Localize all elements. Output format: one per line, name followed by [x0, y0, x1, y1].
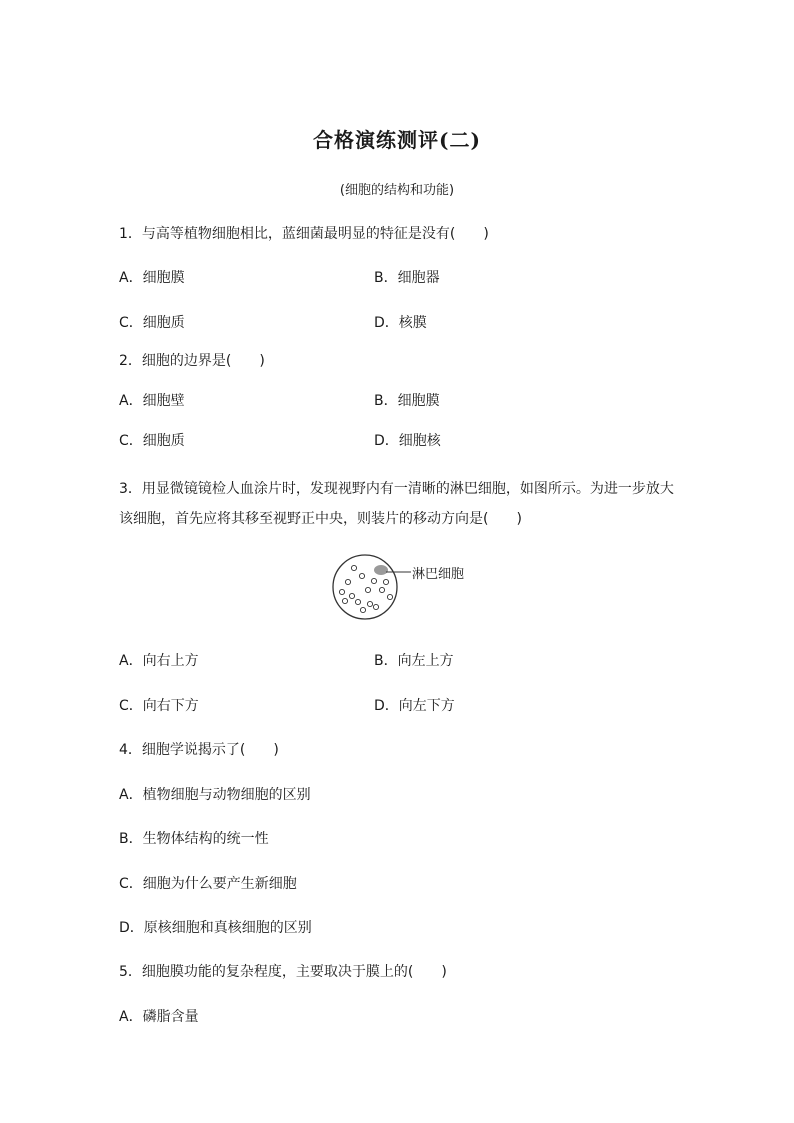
question-1-option-a: A．细胞膜 [119, 270, 185, 286]
question-1-option-d: D．核膜 [374, 315, 427, 331]
question-5-option-a: A．磷脂含量 [119, 1009, 199, 1025]
question-2-option-a: A．细胞壁 [119, 393, 185, 409]
question-3-option-d: D．向左下方 [374, 698, 455, 714]
question-2-option-c: C．细胞质 [119, 433, 185, 449]
page-title: 合格演练测评(二) [313, 128, 481, 152]
question-4-option-c: C．细胞为什么要产生新细胞 [119, 876, 297, 892]
question-1-stem: 1．与高等植物细胞相比，蓝细菌最明显的特征是没有( ) [119, 226, 489, 242]
question-3-option-c: C．向右下方 [119, 698, 199, 714]
question-2-option-b: B．细胞膜 [374, 393, 440, 409]
question-3-option-b: B．向左上方 [374, 653, 454, 669]
page-subtitle: (细胞的结构和功能) [339, 183, 455, 198]
lymphocyte-cell [374, 565, 388, 575]
question-1-option-c: C．细胞质 [119, 315, 185, 331]
question-2-stem: 2．细胞的边界是( ) [119, 353, 265, 369]
question-4-option-d: D．原核细胞和真核细胞的区别 [119, 920, 312, 936]
figure-label: 淋巴细胞 [412, 567, 465, 582]
question-3-stem-line-2: 该细胞，首先应将其移至视野正中央，则装片的移动方向是( ) [119, 511, 522, 527]
question-2-option-d: D．细胞核 [374, 433, 441, 449]
question-3-stem-line-1: 3．用显微镜镜检人血涂片时，发现视野内有一清晰的淋巴细胞，如图所示。为进一步放大 [119, 481, 674, 497]
question-3-option-a: A．向右上方 [119, 653, 199, 669]
question-4-option-a: A．植物细胞与动物细胞的区别 [119, 787, 311, 803]
question-5-stem: 5．细胞膜功能的复杂程度，主要取决于膜上的( ) [119, 964, 447, 980]
question-4-option-b: B．生物体结构的统一性 [119, 831, 269, 847]
field-of-view-circle [333, 555, 397, 619]
question-1-option-b: B．细胞器 [374, 270, 440, 286]
question-4-stem: 4．细胞学说揭示了( ) [119, 742, 279, 758]
